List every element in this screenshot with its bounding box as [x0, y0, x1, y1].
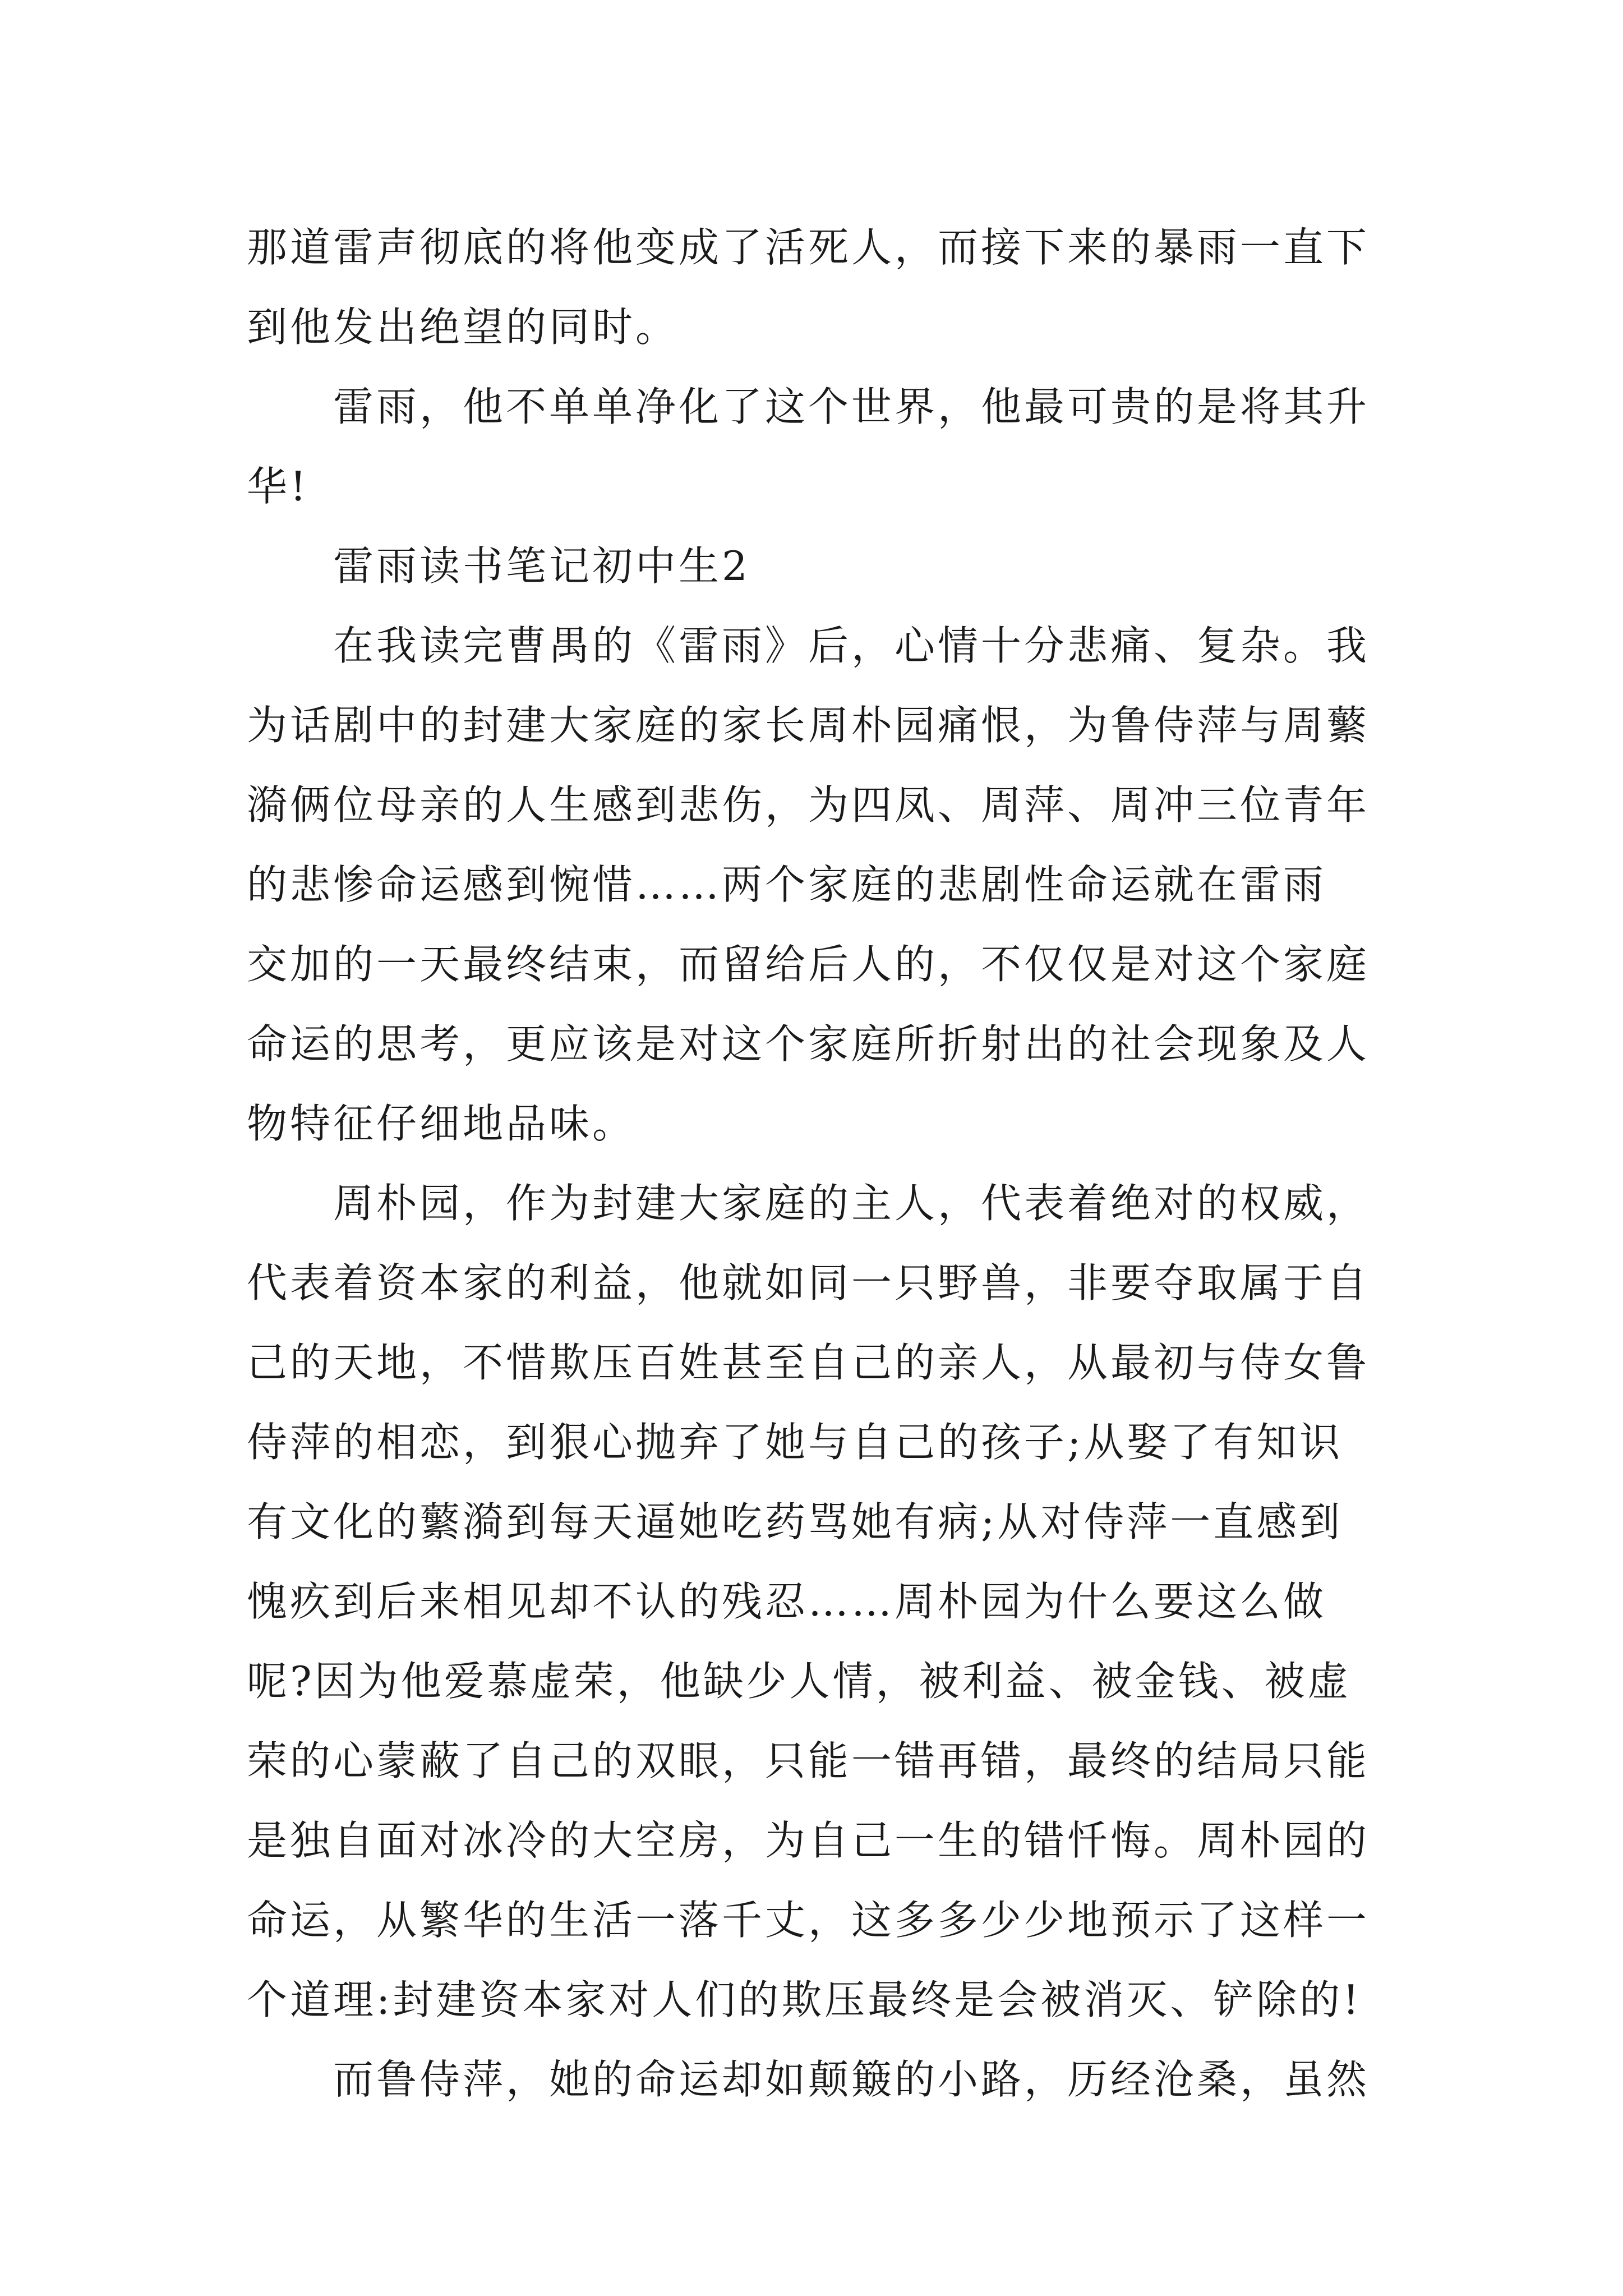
text-line: 荣的心蒙蔽了自己的双眼，只能一错再错，最终的结局只能 [247, 1737, 1370, 1784]
text-line: 周朴园，作为封建大家庭的主人，代表着绝对的权威， [333, 1180, 1370, 1227]
text-line: 是独自面对冰冷的大空房，为自己一生的错忏悔。周朴园的 [247, 1817, 1370, 1864]
text-line: 愧疚到后来相见却不认的残忍……周朴园为什么要这么做 [247, 1578, 1327, 1625]
text-line: 个道理:封建资本家对人们的欺压最终是会被消灭、铲除的! [247, 1976, 1362, 2023]
text-line: 而鲁侍萍，她的命运却如颠簸的小路，历经沧桑，虽然 [333, 2056, 1370, 2103]
text-line: 侍萍的相恋，到狠心抛弃了她与自己的孩子;从娶了有知识 [247, 1419, 1343, 1466]
paragraph-2 [247, 367, 1385, 526]
text-line: 代表着资本家的利益，他就如同一只野兽，非要夺取属于自 [247, 1259, 1370, 1306]
text-line: 那道雷声彻底的将他变成了活死人，而接下来的暴雨一直下 [247, 224, 1370, 271]
text-line: 到他发出绝望的同时。 [247, 303, 679, 351]
section-heading [247, 526, 1385, 606]
text-line: 己的天地，不惜欺压百姓甚至自己的亲人，从最初与侍女鲁 [247, 1339, 1370, 1386]
text-line: 命运，从繁华的生活一落千丈，这多多少少地预示了这样一 [247, 1897, 1370, 1944]
text-line: 漪俩位母亲的人生感到悲伤，为四凤、周萍、周冲三位青年 [247, 781, 1370, 829]
text-line: 交加的一天最终结束，而留给后人的，不仅仅是对这个家庭 [247, 941, 1370, 988]
heading-text: 雷雨读书笔记初中生2 [333, 542, 750, 590]
text-line: 华! [247, 463, 309, 510]
text-body [247, 208, 1385, 2119]
text-line: 有文化的蘩漪到每天逼她吃药骂她有病;从对侍萍一直感到 [247, 1498, 1343, 1545]
text-line: 物特征仔细地品味。 [247, 1100, 636, 1147]
text-line: 雷雨，他不单单净化了这个世界，他最可贵的是将其升 [333, 383, 1370, 430]
paragraph-5 [247, 2040, 1385, 2119]
text-line: 的悲惨命运感到惋惜……两个家庭的悲剧性命运就在雷雨 [247, 861, 1327, 908]
text-line: 呢?因为他爱慕虚荣，他缺少人情，被利益、被金钱、被虚 [247, 1658, 1351, 1705]
text-line: 命运的思考，更应该是对这个家庭所折射出的社会现象及人 [247, 1020, 1370, 1068]
paragraph-1 [247, 208, 1385, 367]
paragraph-3 [247, 606, 1385, 1163]
text-line: 为话剧中的封建大家庭的家长周朴园痛恨，为鲁侍萍与周蘩 [247, 702, 1370, 749]
text-line: 在我读完曹禺的《雷雨》后，心情十分悲痛、复杂。我 [333, 622, 1370, 669]
paragraph-4 [247, 1163, 1385, 2040]
